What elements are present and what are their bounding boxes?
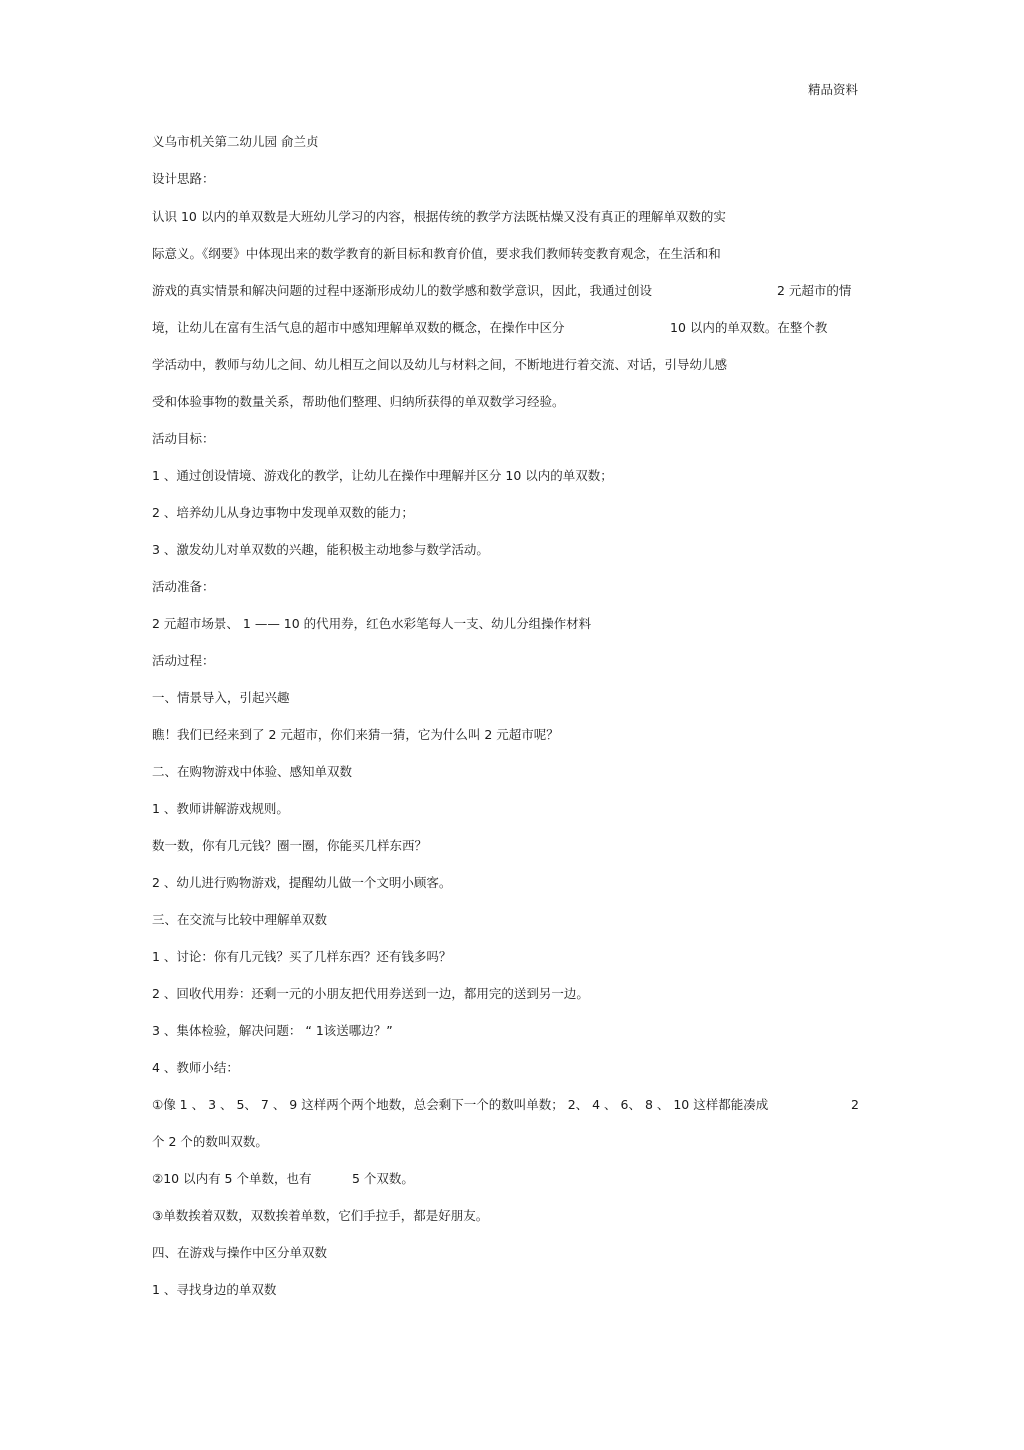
design-paragraph-tail: 10 以内的单双数。在整个教 bbox=[670, 320, 828, 335]
summary-line-tail: 5 个双数。 bbox=[352, 1171, 414, 1186]
design-paragraph-line: 受和体验事物的数量关系，帮助他们整理、归纳所获得的单双数学习经验。 bbox=[152, 394, 565, 409]
design-paragraph-line: 认识 10 以内的单双数是大班幼儿学习的内容，根据传统的教学方法既枯燥又没有真正的理解单双数的实 bbox=[152, 209, 726, 224]
step-item: 1 、寻找身边的单双数 bbox=[152, 1282, 277, 1297]
step-item: 3 、集体检验，解决问题： “ 1该送哪边？” bbox=[152, 1023, 393, 1038]
goal-item: 1 、通过创设情境、游戏化的教学，让幼儿在操作中理解并区分 10 以内的单双数； bbox=[152, 468, 613, 483]
step-text: 瞧！我们已经来到了 2 元超市，你们来猜一猜，它为什么叫 2 元超市呢？ bbox=[152, 727, 559, 742]
summary-line: ③单数挨着双数，双数挨着单数，它们手拉手，都是好朋友。 bbox=[152, 1208, 489, 1223]
step-item: 1 、教师讲解游戏规则。 bbox=[152, 801, 289, 816]
design-paragraph-line: 境，让幼儿在富有生活气息的超市中感知理解单双数的概念，在操作中区分 bbox=[152, 320, 565, 335]
step-title: 四、在游戏与操作中区分单双数 bbox=[152, 1245, 328, 1260]
design-paragraph-line: 游戏的真实情景和解决问题的过程中逐渐形成幼儿的数学感和数学意识，因此，我通过创设 bbox=[152, 283, 653, 298]
step-text: 数一数，你有几元钱？圈一圈，你能买几样东西？ bbox=[152, 838, 428, 853]
author-line: 义乌市机关第二幼儿园 俞兰贞 bbox=[152, 134, 319, 149]
process-heading: 活动过程： bbox=[152, 653, 215, 668]
design-heading: 设计思路： bbox=[152, 171, 215, 186]
goal-item: 2 、培养幼儿从身边事物中发现单双数的能力； bbox=[152, 505, 414, 520]
design-paragraph-line: 学活动中，教师与幼儿之间、幼儿相互之间以及幼儿与材料之间，不断地进行着交流、对话，引导幼儿感 bbox=[152, 357, 728, 372]
step-item: 2 、回收代用券：还剩一元的小朋友把代用券送到一边，都用完的送到另一边。 bbox=[152, 986, 589, 1001]
step-item: 2 、幼儿进行购物游戏，提醒幼儿做一个文明小顾客。 bbox=[152, 875, 452, 890]
step-title: 三、在交流与比较中理解单双数 bbox=[152, 912, 328, 927]
goal-item: 3 、激发幼儿对单双数的兴趣，能积极主动地参与数学活动。 bbox=[152, 542, 489, 557]
design-paragraph-tail: 2 元超市的情 bbox=[777, 283, 852, 298]
design-paragraph-line: 际意义。《纲要》中体现出来的数学教育的新目标和教育价值，要求我们教师转变教育观念，在生活和和 bbox=[152, 246, 721, 261]
prep-text: 2 元超市场景、 1 —— 10 的代用券，红色水彩笔每人一支、幼儿分组操作材料 bbox=[152, 616, 592, 631]
step-item: 1 、讨论：你有几元钱？买了几样东西？还有钱多吗？ bbox=[152, 949, 452, 964]
prep-heading: 活动准备： bbox=[152, 579, 215, 594]
goals-heading: 活动目标： bbox=[152, 431, 215, 446]
summary-line: ①像 1 、 3 、 5、 7 、 9 这样两个两个地数，总会剩下一个的数叫单数； 2、 4 、 6、 8 、 10 这样都能凑成 bbox=[152, 1097, 769, 1112]
summary-line: 个 2 个的数叫双数。 bbox=[152, 1134, 268, 1149]
page-header-label: 精品资料 bbox=[808, 82, 859, 97]
step-item: 4 、教师小结： bbox=[152, 1060, 239, 1075]
step-title: 一、情景导入，引起兴趣 bbox=[152, 690, 290, 705]
step-title: 二、在购物游戏中体验、感知单双数 bbox=[152, 764, 353, 779]
summary-line-tail: 2 bbox=[851, 1097, 859, 1112]
summary-line: ②10 以内有 5 个单数，也有 bbox=[152, 1171, 312, 1186]
